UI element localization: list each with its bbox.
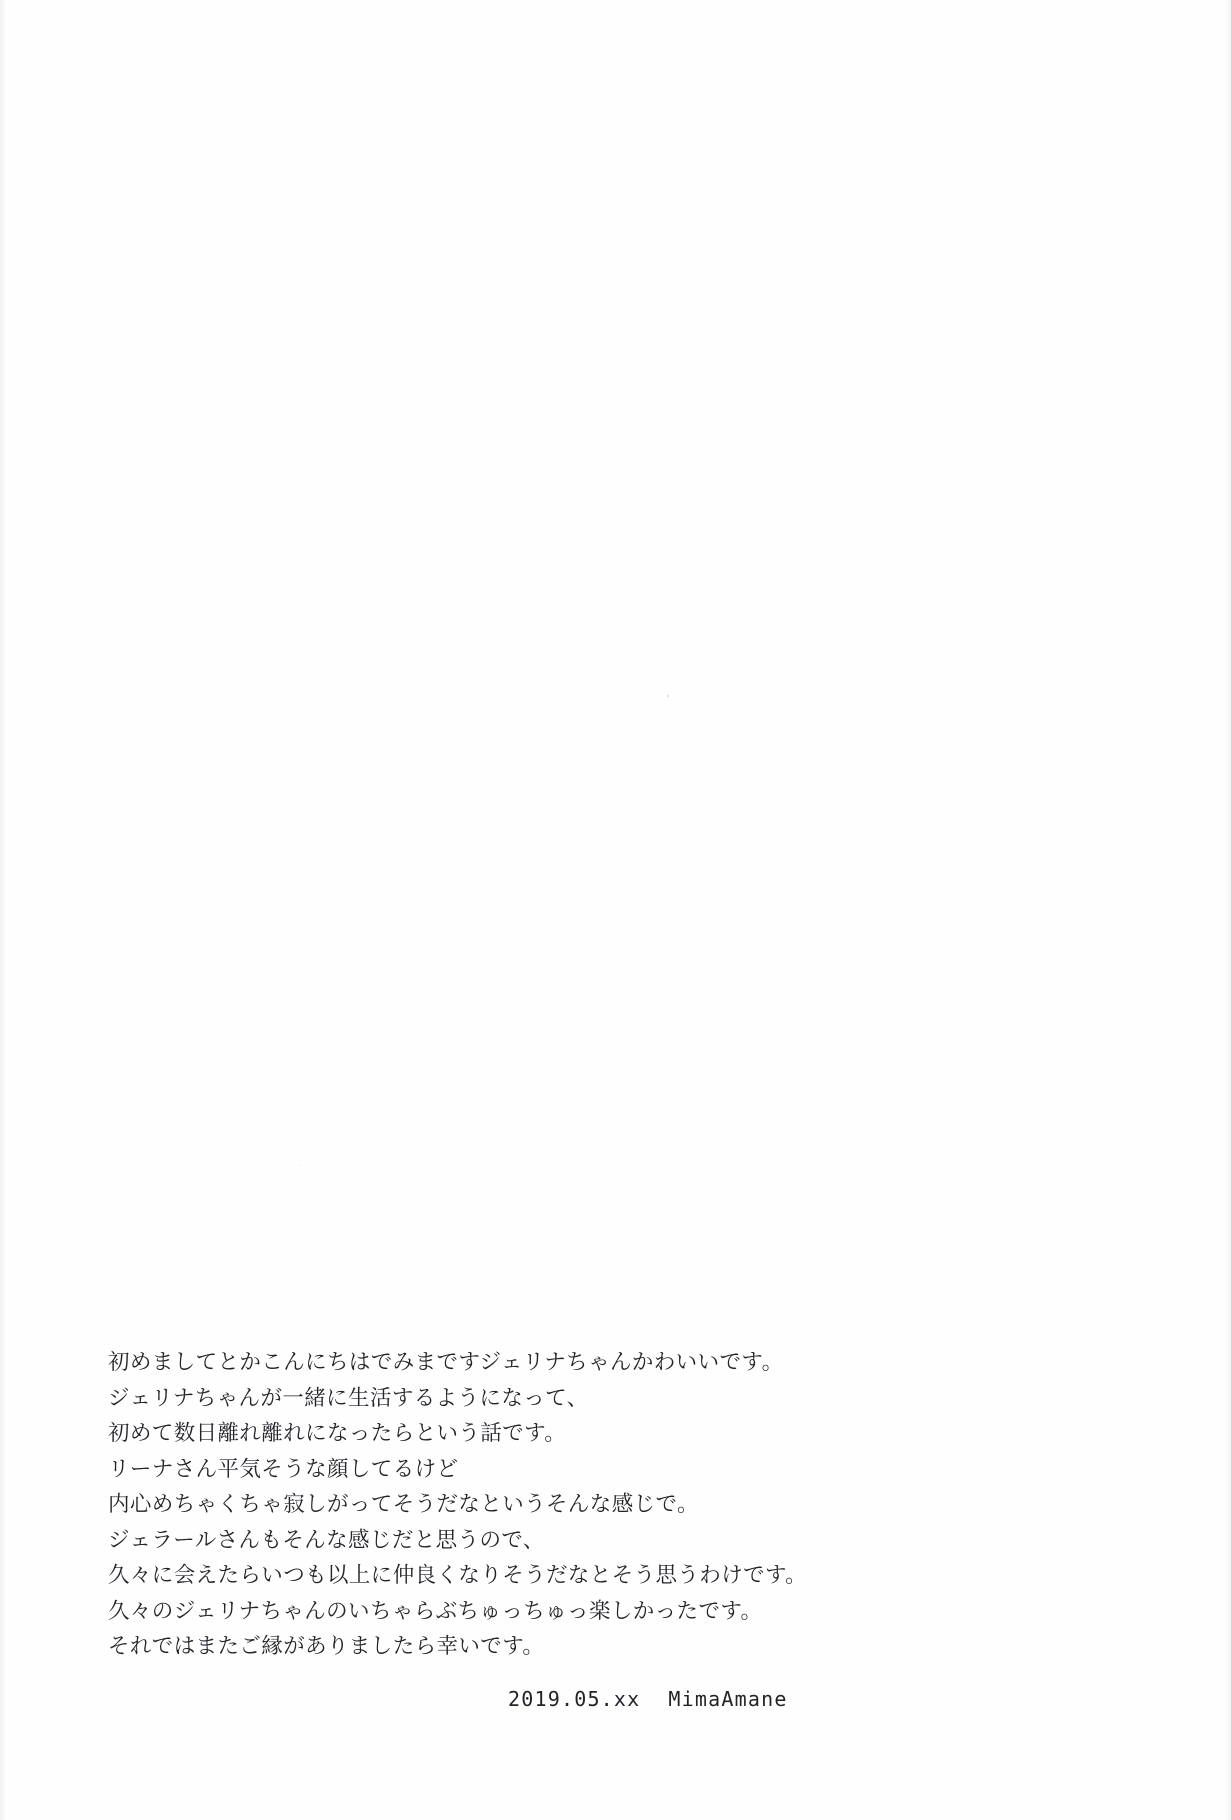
afterword-line: 久々に会えたらいつも以上に仲良くなりそうだなとそう思うわけです。: [108, 1563, 808, 1588]
page-edge-left: [0, 0, 7, 1820]
afterword-line: リーナさん平気そうな顔してるけど: [108, 1456, 459, 1482]
afterword-line: ジェラールさんもそんな感じだと思うので、: [108, 1527, 545, 1553]
signature-date: 2019.05.xx: [508, 1687, 641, 1711]
paper-speck: [300, 1165, 301, 1166]
afterword-text-block: [108, 1345, 1068, 1665]
signature-author: MimaAmane: [668, 1687, 788, 1711]
afterword-line: それではまたご縁がありましたら幸いです。: [108, 1634, 545, 1659]
page-edge-right: [1225, 0, 1231, 1820]
afterword-line: 内心めちゃくちゃ寂しがってそうだなというそんな感じで。: [108, 1492, 699, 1517]
paper-speck: [667, 695, 669, 697]
afterword-line: 初めて数日離れ離れになったらという話です。: [108, 1421, 567, 1446]
afterword-line: 久々のジェリナちゃんのいちゃらぶちゅっちゅっ楽しかったです。: [108, 1598, 763, 1624]
afterword-line: 初めましてとかこんにちはでみまですジェリナちゃんかわいいです。: [108, 1350, 784, 1375]
signature-block: [108, 1687, 1231, 1711]
afterword-line: ジェリナちゃんが一緒に生活するようになって、: [108, 1385, 589, 1411]
